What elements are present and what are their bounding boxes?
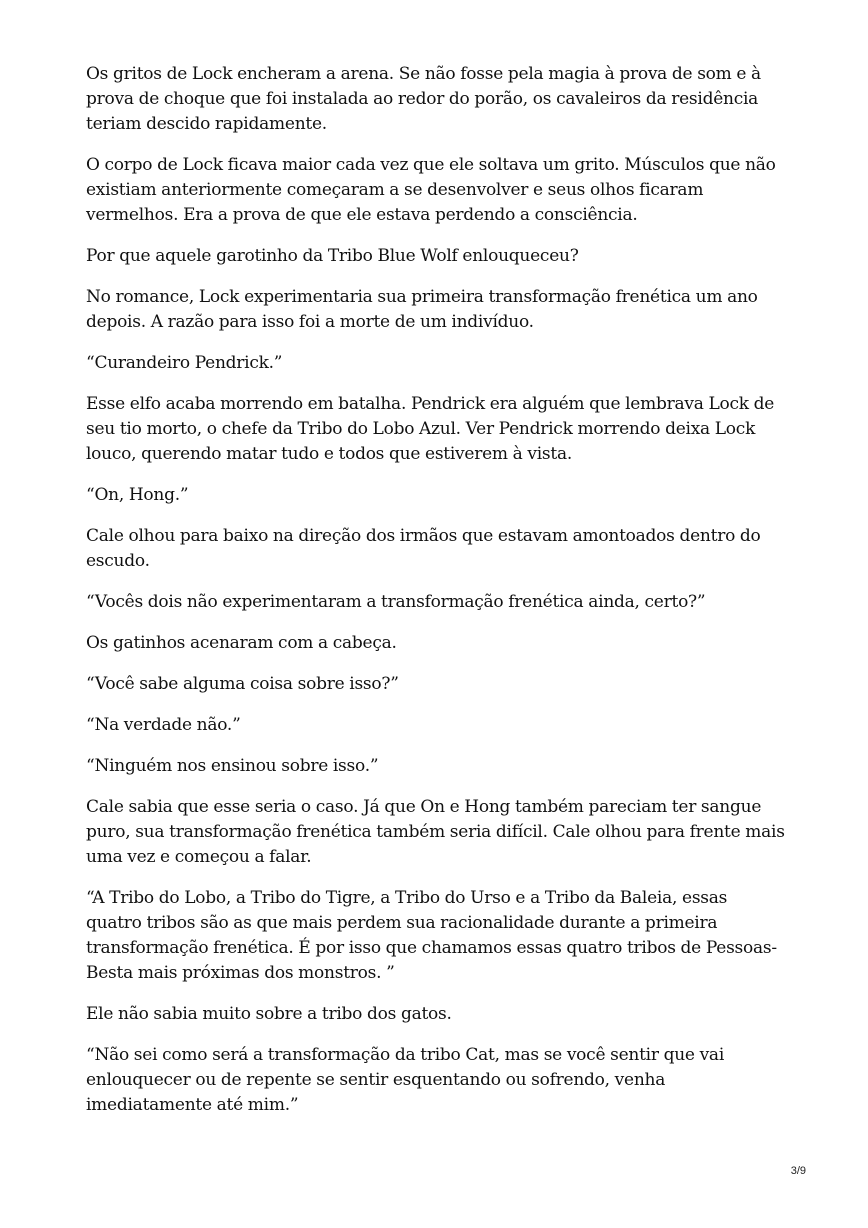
paragraph: No romance, Lock experimentaria sua primeira transformação frenética um ano depois. A razão para isso foi a morte de um indivíduo. [86,287,758,332]
paragraph: “A Tribo do Lobo, a Tribo do Tigre, a Tribo do Urso e a Tribo da Baleia, essas quatro tribos são as que mais perdem sua racionalidade durante a primeira transformação frenética. É por isso que chamamos essas quatro tribos de Pessoas-Besta mais próximas dos monstros. ” [86,888,777,983]
paragraph: O corpo de Lock ficava maior cada vez que ele soltava um grito. Músculos que não existiam anteriormente começaram a se desenvolver e seus olhos ficaram vermelhos. Era a prova de que ele estava perdendo a consciência. [86,155,776,225]
paragraph: Cale olhou para baixo na direção dos irmãos que estavam amontoados dentro do escudo. [86,526,761,571]
paragraph: “Curandeiro Pendrick.” [86,353,283,373]
paragraph: Os gritos de Lock encheram a arena. Se não fosse pela magia à prova de som e à prova de choque que foi instalada ao redor do porão, os cavaleiros da residência teriam descido rapidamente. [86,64,761,134]
paragraph: Esse elfo acaba morrendo em batalha. Pendrick era alguém que lembrava Lock de seu tio morto, o chefe da Tribo do Lobo Azul. Ver Pendrick morrendo deixa Lock louco, querendo matar tudo e todos que estiverem à vista. [86,394,775,464]
paragraph: Ele não sabia muito sobre a tribo dos gatos. [86,1004,452,1024]
document-body [86,62,786,1134]
paragraph: “Na verdade não.” [86,715,241,735]
paragraph: “Não sei como será a transformação da tribo Cat, mas se você sentir que vai enlouquecer ou de repente se sentir esquentando ou sofrendo, venha imediatamente até mim.” [86,1045,725,1115]
paragraph: “On, Hong.” [86,485,189,505]
paragraph: “Vocês dois não experimentaram a transformação frenética ainda, certo?” [86,592,706,612]
paragraph: “Você sabe alguma coisa sobre isso?” [86,674,399,694]
paragraph: Os gatinhos acenaram com a cabeça. [86,633,397,653]
paragraph: Por que aquele garotinho da Tribo Blue Wolf enlouqueceu? [86,246,579,266]
page-number: 3/9 [790,1165,806,1177]
paragraph: “Ninguém nos ensinou sobre isso.” [86,756,379,776]
paragraph: Cale sabia que esse seria o caso. Já que On e Hong também pareciam ter sangue puro, sua transformação frenética também seria difícil. Cale olhou para frente mais uma vez e começou a falar. [86,797,785,867]
